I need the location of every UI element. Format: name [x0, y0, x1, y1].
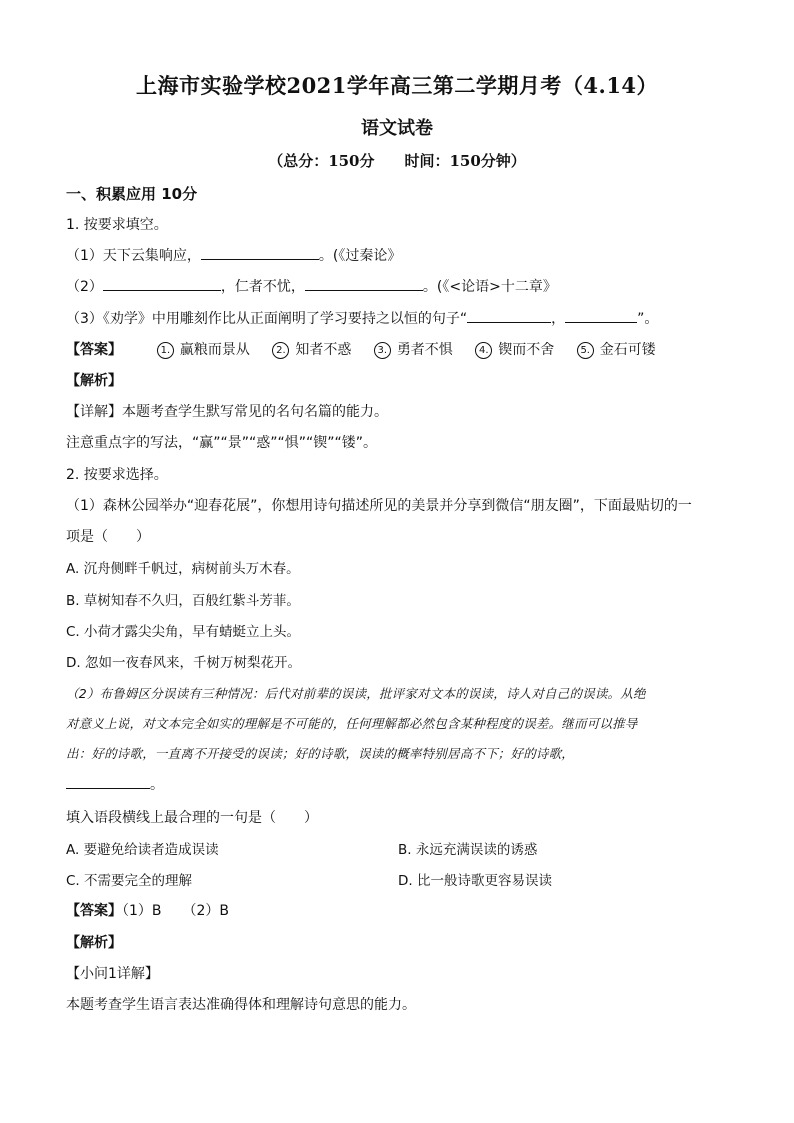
- option-d: D. 忽如一夜春风来，千树万树梨花开。: [66, 655, 301, 671]
- exam-subtitle: 语文试卷: [361, 118, 433, 139]
- note-text: 注意重点字的写法，“赢”“景”“惑”“惧”“锲”“镂”。: [66, 435, 378, 451]
- q2-answer-row: [66, 900, 229, 920]
- answer-blank: [305, 276, 423, 291]
- section-heading: 一、积累应用 10分: [66, 185, 198, 203]
- answer-blank: [66, 774, 150, 789]
- answer-text: （1）B （2）B: [122, 903, 230, 919]
- sub-question-label: 【小问1详解】: [66, 966, 159, 982]
- option-c: C. 小荷才露尖尖角，早有蜻蜓立上头。: [66, 624, 301, 640]
- passage-line-1: （2）布鲁姆区分误读有三种情况：后代对前辈的误读，批评家对文本的误读，诗人对自己的误读。从绝: [66, 686, 646, 701]
- passage-line-2: 对意义上说，对文本完全如实的理解是不可能的，任何理解都必然包含某种程度的误差。继而可以推导: [66, 716, 638, 731]
- answer-item: 2. 知者不惑: [272, 339, 351, 359]
- answer-blank: [467, 308, 551, 323]
- exam-time: 时间：150分钟）: [404, 152, 526, 170]
- analysis-label: 【解析】: [66, 935, 122, 951]
- q1-line-3: （3）《劝学》中用雕刻作比从正面阐明了学习要持之以恒的句子“ ， ”。: [66, 308, 658, 328]
- answer-label: 【答案】: [66, 342, 122, 358]
- answer-blank: [103, 276, 221, 291]
- exam-title: 上海市实验学校2021学年高三第二学期月考（4.14）: [135, 73, 659, 98]
- fill-prompt: 填入语段横线上最合理的一句是（ ）: [66, 810, 318, 826]
- q2-stem: 2. 按要求选择。: [66, 467, 168, 483]
- answer-blank: [201, 245, 319, 260]
- option2-a: A. 要避免给读者造成误读: [66, 842, 219, 858]
- answer-item: 5. 金石可镂: [577, 339, 656, 359]
- option2-d: D. 比一般诗歌更容易误读: [398, 873, 552, 889]
- exam-meta: [0, 150, 794, 171]
- detail-text: 【详解】本题考查学生默写常见的名句名篇的能力。: [66, 404, 388, 420]
- sub-question-text: 本题考查学生语言表达准确得体和理解诗句意思的能力。: [66, 997, 416, 1013]
- option-a: A. 沉舟侧畔千帆过，病树前头万木春。: [66, 561, 300, 577]
- q1-line-1: （1）天下云集响应， 。(《过秦论》: [66, 245, 401, 265]
- option2-c: C. 不需要完全的理解: [66, 873, 193, 889]
- answer-item: 1. 赢粮而景从: [157, 339, 250, 359]
- answer-item: 3. 勇者不惧: [374, 339, 453, 359]
- option-b: B. 草树知春不久归，百般红紫斗芳菲。: [66, 593, 300, 609]
- option2-b: B. 永远充满误读的诱惑: [398, 842, 538, 858]
- passage-blank-line: 。: [66, 774, 164, 794]
- q1-answer-row: [66, 339, 674, 359]
- q2-part1-line1: （1）森林公园举办“迎春花展”，你想用诗句描述所见的美景并分享到微信“朋友圈”，下面最贴切的一: [66, 498, 692, 514]
- passage-line-3: 出：好的诗歌，一直离不开接受的误读；好的诗歌，误读的概率特别居高不下；好的诗歌，: [66, 746, 575, 761]
- q1-stem: 1. 按要求填空。: [66, 217, 168, 233]
- answer-blank: [565, 308, 637, 323]
- answer-label: 【答案】: [66, 903, 122, 919]
- q2-part1-line2: 项是（ ）: [66, 529, 150, 545]
- total-score: （总分：150分: [268, 152, 375, 170]
- answer-item: 4. 锲而不舍: [475, 339, 554, 359]
- analysis-label: 【解析】: [66, 373, 122, 389]
- q1-line-2: （2） ，仁者不忧， 。(《<论语>十二章》: [66, 276, 557, 296]
